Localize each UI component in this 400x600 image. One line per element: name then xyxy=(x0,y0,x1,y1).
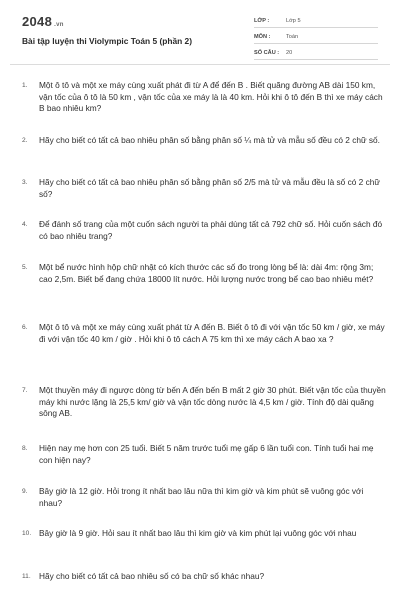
question-text: Để đánh số trang của một cuốn sách người ta phải dùng tất cả 792 chữ số. Hỏi cuốn sách đó có bao nhiêu trang? xyxy=(39,219,383,241)
question-text: Hãy cho biết có tất cả bao nhiêu phân số bằng phân số ¼ mà tử và mẫu số đều có 2 chữ số. xyxy=(39,135,380,145)
question-number: 2. xyxy=(22,136,28,144)
question-text: Một ô tô và một xe máy cùng xuất phát đi từ A để đến B . Biết quãng đường AB dài 150 km, vận tốc của ô tô là 50 km , vận tốc của xe máy là là 40 km. Hỏi khi ô tô đến B thì xe máy cách B bao nhiêu km? xyxy=(39,80,383,114)
question-text: Hãy cho biết có tất cả bao nhiêu số có ba chữ số khác nhau? xyxy=(39,571,265,581)
page-header xyxy=(0,0,400,62)
question-number: 6. xyxy=(22,323,28,331)
question-item xyxy=(22,80,394,115)
question-item xyxy=(22,135,394,147)
logo-text: 2048 xyxy=(22,14,53,29)
question-number: 10. xyxy=(22,529,32,537)
question-text: Một ô tô và một xe máy cùng xuất phát từ A đến B. Biết ô tô đi với vận tốc 50 km / giờ, xe máy đi với vận tốc 40 km / giờ . Hỏi khi ô tô cách A 75 km thì xe máy cách A bao xa ? xyxy=(39,322,385,344)
question-item xyxy=(22,322,394,345)
site-logo[interactable] xyxy=(22,14,64,29)
question-item xyxy=(22,177,394,200)
question-text: Một bể nước hình hộp chữ nhật có kích thước các số đo trong lòng bể là: dài 4m: rộng 3m; cao 2,5m. Biết bể đang chứa 18000 lít nước. Hỏi lượng nước trong bể cao bao nhiêu mét? xyxy=(39,262,374,284)
question-item xyxy=(22,219,394,242)
logo-suffix: .vn xyxy=(54,22,64,28)
document-title: Bài tập luyện thi Violympic Toán 5 (phần 2) xyxy=(22,36,193,46)
question-number: 8. xyxy=(22,444,28,452)
question-number: 5. xyxy=(22,263,28,271)
question-number: 3. xyxy=(22,178,28,186)
meta-row-question-count xyxy=(254,45,378,60)
question-item xyxy=(22,571,394,583)
question-item xyxy=(22,486,394,509)
question-number: 9. xyxy=(22,487,28,495)
meta-value: Lớp 5 xyxy=(286,18,301,24)
question-number: 7. xyxy=(22,386,28,394)
question-text: Bây giờ là 9 giờ. Hỏi sau ít nhất bao lâu thì kim giờ và kim phút lại vuông góc với nhau xyxy=(39,528,357,538)
question-item xyxy=(22,385,394,420)
question-text: Hãy cho biết có tất cả bao nhiêu phân số bằng phân số 2/5 mà tử và mẫu đều là số có 2 chữ số? xyxy=(39,177,380,199)
question-number: 11. xyxy=(22,572,31,580)
question-item xyxy=(22,528,394,540)
question-text: Hiện nay mẹ hơn con 25 tuổi. Biết 5 năm trước tuổi mẹ gấp 6 lần tuổi con. Tính tuổi hai mẹ con hiện nay? xyxy=(39,443,374,465)
meta-label: MÔN : xyxy=(254,34,271,40)
question-text: Một thuyền máy đi ngược dòng từ bến A đến bến B mất 2 giờ 30 phút. Biết vận tốc của thuyền máy khi nước lặng là 25,5 km/ giờ và vận tốc dòng nước là 4,5 km / giờ. Tính độ dài quãng sông AB. xyxy=(39,385,386,419)
meta-label: SỐ CÂU : xyxy=(254,50,280,56)
meta-value: Toán xyxy=(286,34,299,40)
question-number: 1. xyxy=(22,81,28,89)
meta-label: LỚP : xyxy=(254,18,270,24)
meta-row-subject xyxy=(254,29,378,44)
header-divider xyxy=(10,64,390,65)
question-item xyxy=(22,262,394,285)
question-number: 4. xyxy=(22,220,28,228)
question-item xyxy=(22,443,394,466)
document-meta-table xyxy=(254,13,378,61)
question-text: Bây giờ là 12 giờ. Hỏi trong ít nhất bao lâu nữa thì kim giờ và kim phút sẽ vuông góc với nhau? xyxy=(39,486,364,508)
meta-row-class xyxy=(254,13,378,28)
meta-value: 20 xyxy=(286,50,293,56)
